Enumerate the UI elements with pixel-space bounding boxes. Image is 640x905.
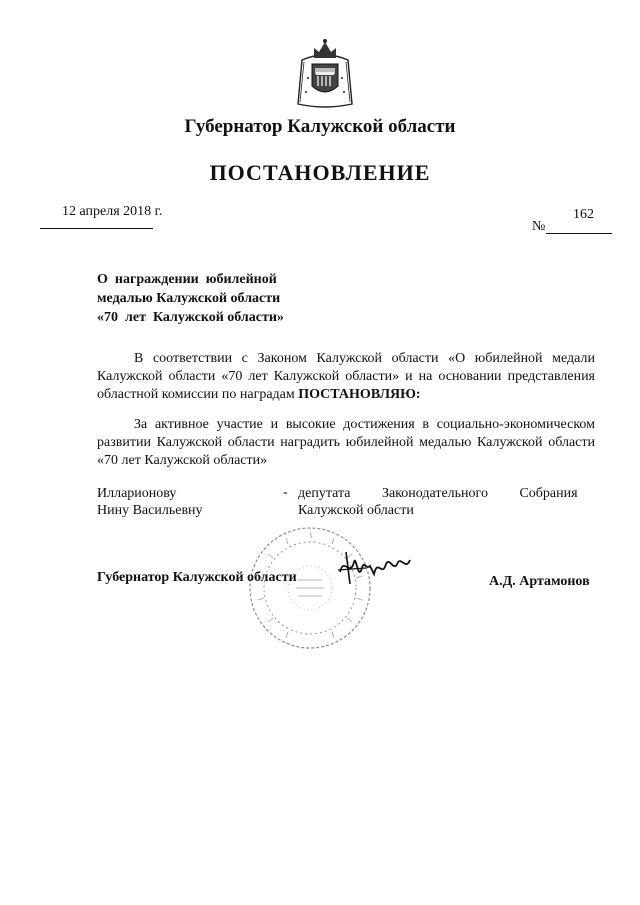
document-number-label: № xyxy=(532,219,546,234)
paragraph-line: «70 лет Калужской области» xyxy=(97,453,268,468)
paragraph-line: За активное участие и высокие достижения в социально-экономическом xyxy=(134,417,595,432)
preamble-paragraph xyxy=(97,350,595,404)
paragraph-line: В соответствии с Законом Калужской области «О юбилейной медали xyxy=(134,351,595,366)
signatory-title: Губернатор Калужской области xyxy=(97,570,297,585)
subject-line: «70 лет Калужской области» xyxy=(97,310,284,325)
awardee-position-line: Калужской области xyxy=(298,503,414,518)
decision-paragraph xyxy=(97,416,595,470)
awardee-position-line: депутата Законодательного Собрания xyxy=(298,486,578,501)
issuing-authority: Губернатор Калужской области xyxy=(184,116,456,137)
awardee-surname: Илларионову xyxy=(97,486,177,501)
awardee-name xyxy=(97,485,203,519)
signatory-name: А.Д. Артамонов xyxy=(489,574,590,589)
awardee-position xyxy=(298,485,588,519)
subject-line: О награждении юбилейной xyxy=(97,272,277,287)
decree-keyword: ПОСТАНОВЛЯЮ: xyxy=(298,387,421,402)
paragraph-line-final xyxy=(97,386,595,404)
subject-line: медалью Калужской области xyxy=(97,291,281,306)
number-underline xyxy=(546,233,612,234)
paragraph-line: областной комиссии по наградам xyxy=(97,387,295,402)
document-date: 12 апреля 2018 г. xyxy=(62,204,163,219)
awardee-given-names: Нину Васильевну xyxy=(97,503,203,518)
handwritten-signature xyxy=(336,548,414,588)
date-underline xyxy=(40,228,153,229)
paragraph-line: развитии Калужской области наградить юбилейной медалью Калужской области xyxy=(97,435,595,450)
document-number: 162 xyxy=(573,207,594,222)
paragraph-line: Калужской области «70 лет Калужской области» и на основании представления xyxy=(97,369,595,384)
awardee-dash: - xyxy=(283,485,288,500)
coat-of-arms-icon xyxy=(296,38,354,110)
document-type-title: ПОСТАНОВЛЕНИЕ xyxy=(209,160,431,185)
document-subject xyxy=(97,270,347,327)
